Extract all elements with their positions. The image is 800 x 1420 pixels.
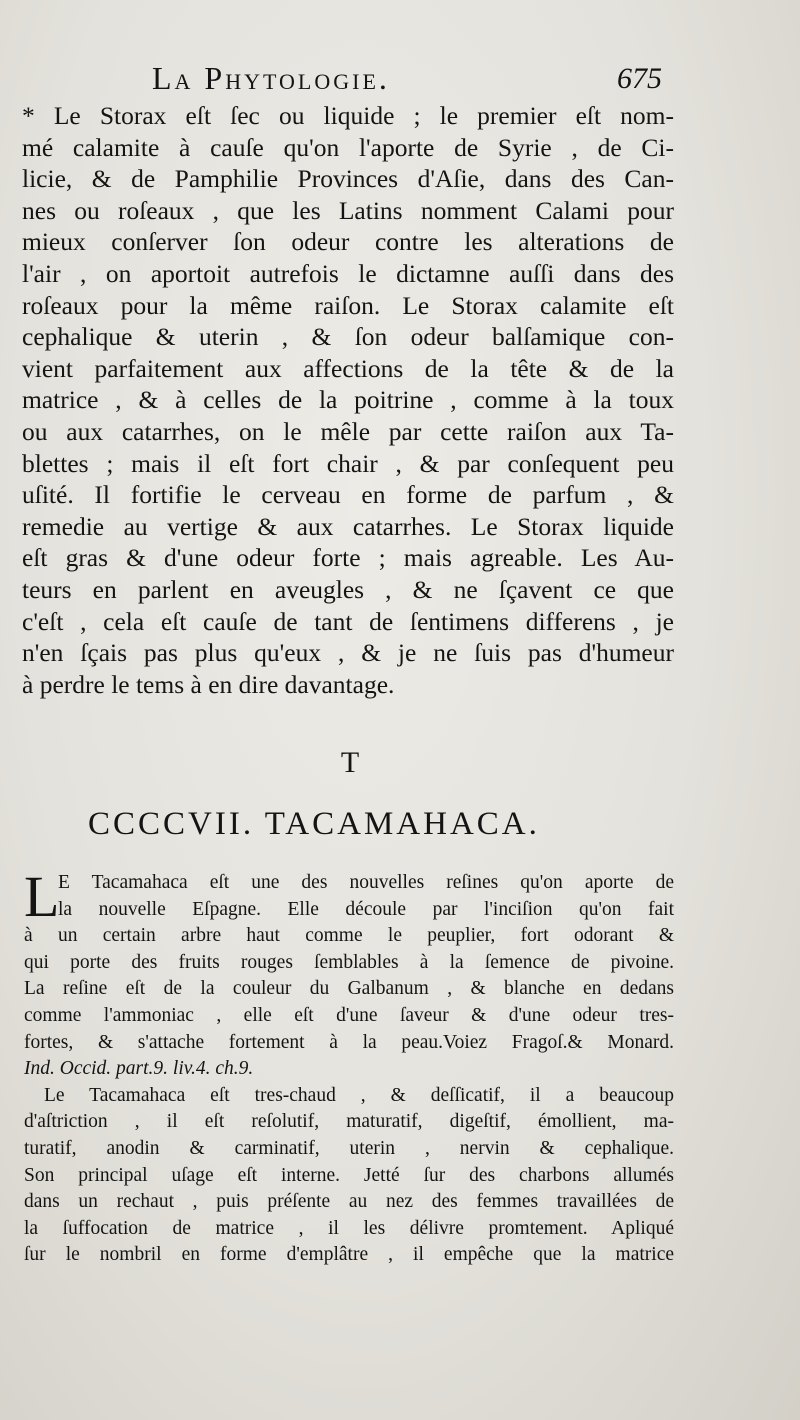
text-line: cephalique & uterin , & ſon odeur balſamique con- (22, 322, 674, 352)
text-line: comme l'ammoniac , elle eſt d'une ſaveur & d'une odeur tres- (24, 1004, 674, 1026)
text-line: La reſine eſt de la couleur du Galbanum , & blanche en dedans (24, 978, 674, 1000)
text-line: fortes, & s'attache fortement à la peau.Voiez Fragoſ.& Monard. (24, 1031, 674, 1053)
text-line: uſité. Il fortifie le cerveau en forme de parfum , & (22, 480, 674, 510)
text-line: ou aux catarrhes, on le mêle par cette raiſon aux Ta- (22, 416, 674, 446)
text-line: n'en ſçais pas plus qu'eux , & je ne ſuis pas d'humeur (22, 638, 674, 668)
section-heading: CCCCVII. TACAMAHACA. (88, 806, 540, 842)
text-line: l'air , on aportoit autrefois le dictamne auſſi dans des (22, 258, 674, 288)
text-line: roſeaux pour la même raiſon. Le Storax calamite eſt (22, 290, 674, 320)
text-line: la ſuffocation de matrice , il les délivre promtement. Apliqué (24, 1217, 674, 1239)
text-line: d'aſtriction , il eſt reſolutif, maturatif, digeſtif, émollient, ma- (24, 1111, 674, 1133)
text-line: Son principal uſage eſt interne. Jetté ſur des charbons allumés (24, 1164, 674, 1186)
drop-cap: L (24, 864, 60, 929)
text-line: c'eſt , cela eſt cauſe de tant de ſentimens differens , je (22, 606, 674, 636)
text-line: matrice , & à celles de la poitrine , comme à la toux (22, 385, 674, 415)
text-line: qui porte des fruits rouges ſemblables à la ſemence de pivoine. (24, 951, 674, 973)
text-line: Ind. Occid. part.9. liv.4. ch.9. (24, 1058, 254, 1080)
running-head (152, 60, 662, 100)
tacamahaca-text (24, 864, 674, 1269)
text-line: Le Tacamahaca eſt tres-chaud , & deſſicatif, il a beaucoup (44, 1084, 674, 1106)
text-line: mé calamite à cauſe qu'on l'aporte de Syrie , de Ci- (22, 132, 674, 162)
text-line: licie, & de Pamphilie Provinces d'Aſie, dans des Can- (22, 164, 674, 194)
page-number: 675 (617, 62, 662, 95)
text-line: teurs en parlent en aveugles , & ne ſçavent ce que (22, 574, 674, 604)
text-line: E Tacamahaca eſt une des nouvelles reſines qu'on aporte de (58, 872, 674, 893)
text-line: mieux conſerver ſon odeur contre les alterations de (22, 227, 674, 257)
section-letter: T (340, 746, 360, 779)
text-line: à perdre le tems à en dire davantage. (22, 669, 395, 699)
text-line: blettes ; mais il eſt fort chair , & par conſequent peu (22, 448, 674, 478)
text-line: vient parfaitement aux affections de la tête & de la (22, 353, 674, 383)
text-line: à un certain arbre haut comme le peuplier, fort odorant & (24, 925, 674, 947)
text-line: remedie au vertige & aux catarrhes. Le Storax liquide (22, 511, 674, 541)
text-line: dans un rechaut , puis préſente au nez des femmes travaillées de (24, 1191, 674, 1213)
text-line: ſur le nombril en forme d'emplâtre , il empêche que la matrice (24, 1244, 674, 1266)
text-line: turatif, anodin & carminatif, uterin , nervin & cephalique. (24, 1137, 674, 1159)
text-line: * Le Storax eſt ſec ou liquide ; le premier eſt nom- (22, 101, 674, 130)
text-line: nes ou roſeaux , que les Latins nomment Calami pour (22, 195, 674, 225)
text-line: la nouvelle Eſpagne. Elle découle par l'inciſion qu'on fait (58, 898, 674, 920)
running-head-title: La Phytologie. (152, 60, 390, 96)
text-line: eſt gras & d'une odeur forte ; mais agreable. Les Au- (22, 543, 674, 573)
storax-paragraph (22, 100, 674, 700)
